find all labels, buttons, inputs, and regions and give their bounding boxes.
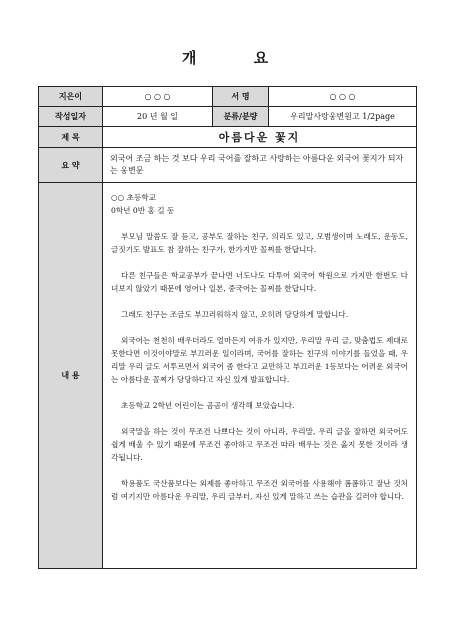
content-label: 내 용 bbox=[39, 183, 103, 569]
author-label: 지은이 bbox=[39, 87, 103, 107]
content-paragraph: 외국어는 천천히 배우더라도 얼마든지 여유가 있지만, 우리말 우리 글, 맞춤법도 제대로 못한다면 이것이야말로 부끄러운 일이라며, 국어를 잘하는 친구의 이야기를 들었을 때, 우리말 우리 글도 서투르면서 외국어 좀 한다고 교만하고 부끄러운 1등보다는 어려운 외국어는 아름다운 꼴찌가 당당하다고 자신 있게 발표합니다. bbox=[111, 336, 408, 384]
content-paragraph: 초등학교 2학년 어린이는 곰곰이 생각해 보았습니다. bbox=[121, 401, 295, 410]
author-row bbox=[39, 87, 417, 107]
summary-value: 외국어 조금 하는 것 보다 우리 국어를 잘하고 사랑하는 아름다운 외국어 꽃지가 되자는 웅변문 bbox=[103, 148, 417, 183]
content-paragraph: 그래도 친구는 조금도 부끄러워하지 않고, 오히려 당당하게 말합니다. bbox=[121, 310, 349, 319]
subject-row bbox=[39, 127, 417, 148]
student-name: 0학년 0반 홍 길 동 bbox=[111, 206, 175, 215]
subject-value: 아름다운 꽃지 bbox=[103, 127, 417, 148]
date-row bbox=[39, 107, 417, 127]
school-name: ○○ 초등학교 bbox=[111, 193, 157, 202]
document-title: 개 요 bbox=[181, 49, 295, 67]
content-paragraph: 학용품도 국산품보다는 외제를 좋아하고 무조건 외국어를 사용해야 폼폼하고 잘난 것처럼 여기지만 아름다운 우리말, 우리 글부터, 자신 있게 말하고 쓰는 습관을 길러야 합니다. bbox=[111, 479, 408, 501]
content-body bbox=[103, 183, 417, 569]
content-paragraph: 외국말을 하는 것이 무조건 나쁘다는 것이 아니라, 우리말, 우리 글을 잘하면 외국어도 쉽게 배울 수 있기 때문에 무조건 좋아하고 무조건 따라 배우는 것은 옳지 못한 것이라 생각됩니다. bbox=[111, 427, 408, 462]
category-value: 우리말사랑웅변원고 1/2page bbox=[269, 107, 417, 127]
reader-value: ○ ○ ○ bbox=[269, 87, 417, 107]
subject-label: 제 목 bbox=[39, 127, 103, 148]
category-label: 분류/분량 bbox=[213, 107, 269, 127]
content-paragraph: 다른 친구들은 학교공부가 끝나면 너도나도 다투어 외국어 학원으로 가지만 한번도 다녀보지 않았기 때문에 영어나 일본, 중국어는 꼴찌를 한답니다. bbox=[111, 271, 408, 293]
summary-form-table bbox=[38, 86, 417, 569]
content-paragraph: 부모님 말씀도 잘 듣고, 공부도 잘하는 친구, 의리도 있고, 모범생이며 노래도, 운동도, 글짓기도 발표도 참 잘하는 친구가, 한가지만 꼴찌를 한답니다. bbox=[111, 232, 408, 254]
date-value: 20 년 월 일 bbox=[103, 107, 213, 127]
summary-label: 요 약 bbox=[39, 148, 103, 183]
reader-label: 서 명 bbox=[213, 87, 269, 107]
content-row bbox=[39, 183, 417, 569]
author-value: ○ ○ ○ bbox=[103, 87, 213, 107]
date-label: 작성일자 bbox=[39, 107, 103, 127]
summary-row bbox=[39, 148, 417, 183]
